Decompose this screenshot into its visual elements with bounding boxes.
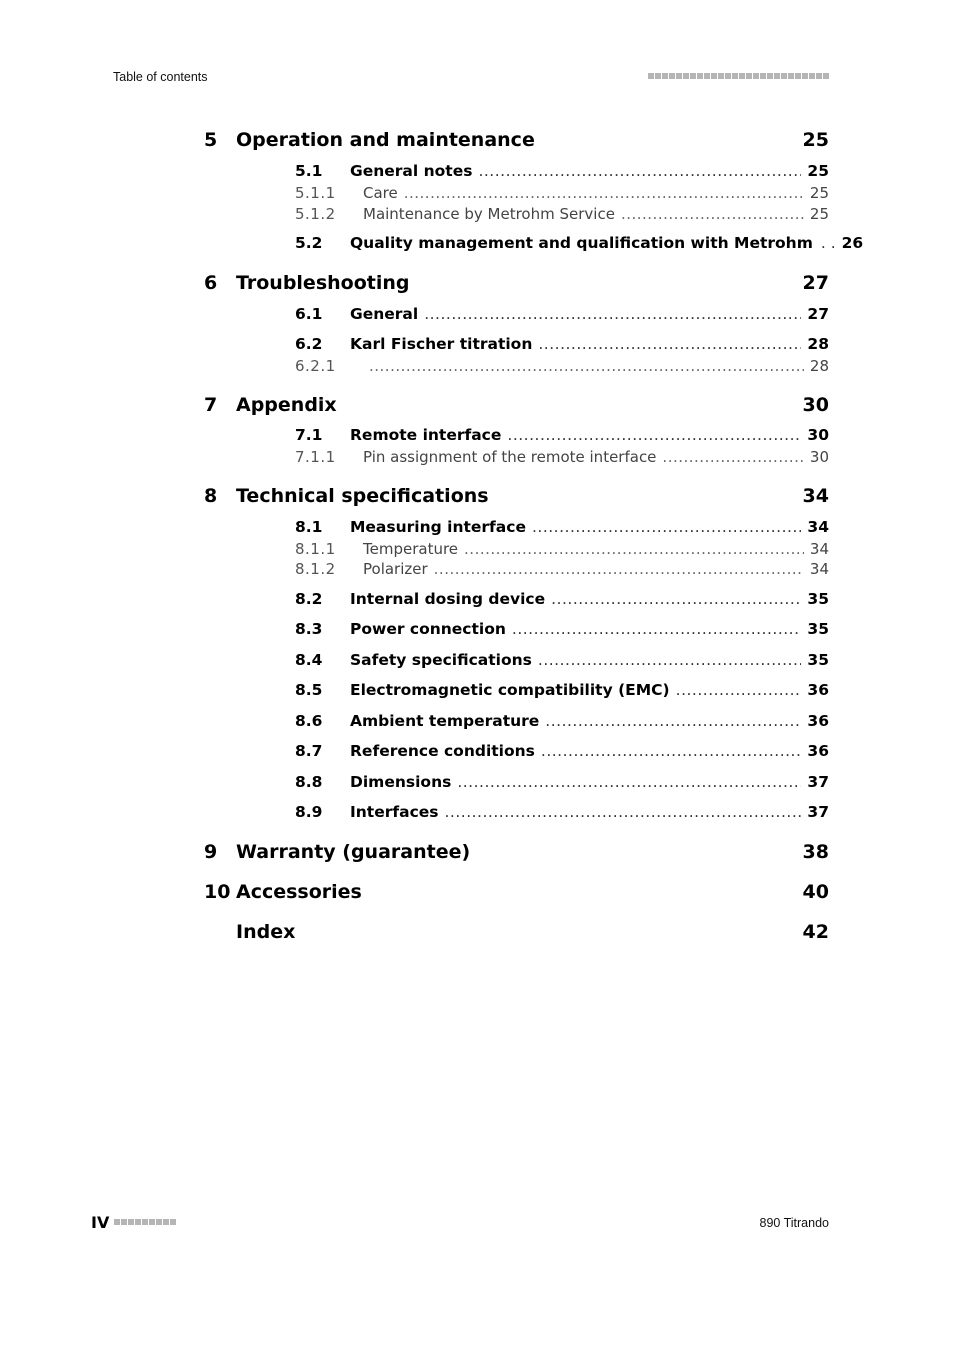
decoration-square (788, 73, 794, 79)
leader-dots (541, 742, 802, 760)
decoration-square (121, 1219, 127, 1225)
decoration-square (711, 73, 717, 79)
section-page: 27 (807, 305, 829, 323)
decoration-square (739, 73, 745, 79)
section-page: 36 (807, 712, 829, 730)
decoration-square (767, 73, 773, 79)
section-page: 35 (807, 590, 829, 608)
leader-dots (445, 803, 802, 821)
chapter-title: Index (236, 921, 296, 943)
decoration-square (163, 1219, 169, 1225)
chapter-page: 25 (802, 129, 829, 151)
chapter-title: Technical specifications (236, 485, 489, 507)
section-page: 35 (807, 651, 829, 669)
chapter-title: Accessories (236, 881, 362, 903)
chapter-number: 10 (204, 881, 231, 903)
subsection-page: 34 (809, 540, 829, 558)
chapter-page: 40 (802, 881, 829, 903)
section-title: Karl Fischer titration (350, 335, 533, 353)
section-page: 34 (807, 518, 829, 536)
decoration-square (156, 1219, 162, 1225)
decoration-square (704, 73, 710, 79)
leader-dots (457, 773, 801, 791)
section-number: 5.2 (295, 234, 323, 252)
decoration-square (697, 73, 703, 79)
decoration-square (128, 1219, 134, 1225)
subsection-number: 8.1.2 (295, 560, 336, 578)
section-number: 6.2 (295, 335, 323, 353)
decoration-square (725, 73, 731, 79)
decoration-square (774, 73, 780, 79)
section-page: 30 (807, 426, 829, 444)
decoration-square (809, 73, 815, 79)
leader-dots (512, 620, 802, 638)
section-page: 36 (807, 681, 829, 699)
chapter-number: 9 (204, 841, 218, 863)
subsection-title: Pin assignment of the remote interface (363, 448, 657, 466)
section-title: General (350, 305, 419, 323)
header-decoration (648, 73, 829, 79)
leader-dots (532, 518, 801, 536)
footer-decoration (114, 1219, 176, 1225)
decoration-square (114, 1219, 120, 1225)
product-name: 890 Titrando (759, 1216, 829, 1230)
leader-dots (621, 205, 804, 223)
leader-dots (424, 305, 801, 323)
subsection-page: 34 (809, 560, 829, 578)
section-page: 25 (807, 162, 829, 180)
decoration-square (655, 73, 661, 79)
subsection-title: Temperature (363, 540, 459, 558)
chapter-page: 30 (802, 394, 829, 416)
section-title: Safety specifications (350, 651, 532, 669)
subsection-number: 6.2.1 (295, 357, 336, 375)
chapter-page: 34 (802, 485, 829, 507)
section-title: Quality management and qualification with Metrohm (350, 234, 813, 252)
section-title: Ambient temperature (350, 712, 540, 730)
decoration-square (683, 73, 689, 79)
decoration-square (816, 73, 822, 79)
section-title: Remote interface (350, 426, 502, 444)
leader-dots (676, 681, 802, 699)
section-title: Measuring interface (350, 518, 526, 536)
section-page: 37 (807, 773, 829, 791)
leader-dots (662, 448, 803, 466)
decoration-square (690, 73, 696, 79)
decoration-square (149, 1219, 155, 1225)
chapter-title: Operation and maintenance (236, 129, 535, 151)
chapter-title: Warranty (guarantee) (236, 841, 471, 863)
section-title: Power connection (350, 620, 506, 638)
chapter-page: 27 (802, 272, 829, 294)
section-number: 7.1 (295, 426, 323, 444)
decoration-square (648, 73, 654, 79)
section-number: 8.4 (295, 651, 323, 669)
subsection-page: 30 (809, 448, 829, 466)
section-number: 8.5 (295, 681, 323, 699)
chapter-title: Troubleshooting (236, 272, 410, 294)
running-header: Table of contents (113, 70, 208, 84)
subsection-page: 25 (809, 205, 829, 223)
subsection-number: 5.1.1 (295, 184, 336, 202)
subsection-number: 7.1.1 (295, 448, 336, 466)
decoration-square (718, 73, 724, 79)
chapter-number: 7 (204, 394, 218, 416)
section-number: 8.7 (295, 742, 323, 760)
decoration-square (823, 73, 829, 79)
decoration-square (662, 73, 668, 79)
leader-dots (369, 357, 804, 375)
leader-dots (478, 162, 801, 180)
decoration-square (802, 73, 808, 79)
decoration-square (732, 73, 738, 79)
section-title: Electromagnetic compatibility (EMC) (350, 681, 670, 699)
decoration-square (760, 73, 766, 79)
section-number: 8.8 (295, 773, 323, 791)
section-number: 8.6 (295, 712, 323, 730)
chapter-number: 6 (204, 272, 218, 294)
leader-dots (404, 184, 804, 202)
section-number: 8.2 (295, 590, 323, 608)
section-number: 8.3 (295, 620, 323, 638)
section-title: Reference conditions (350, 742, 535, 760)
chapter-title: Appendix (236, 394, 337, 416)
section-page: 37 (807, 803, 829, 821)
decoration-square (676, 73, 682, 79)
section-number: 8.1 (295, 518, 323, 536)
section-page: 36 (807, 742, 829, 760)
section-number: 8.9 (295, 803, 323, 821)
section-title: Internal dosing device (350, 590, 546, 608)
subsection-title: Polarizer (363, 560, 428, 578)
chapter-page: 38 (802, 841, 829, 863)
leader-dots (545, 712, 801, 730)
decoration-square (746, 73, 752, 79)
leader-dots (551, 590, 801, 608)
section-number: 5.1 (295, 162, 323, 180)
decoration-square (753, 73, 759, 79)
subsection-page: 28 (809, 357, 829, 375)
section-title: Dimensions (350, 773, 452, 791)
chapter-number: 8 (204, 485, 218, 507)
chapter-number: 5 (204, 129, 218, 151)
leader-dots (434, 560, 804, 578)
page-number: IV (91, 1213, 110, 1232)
leader-dots (821, 234, 836, 252)
decoration-square (170, 1219, 176, 1225)
subsection-title: Maintenance by Metrohm Service (363, 205, 615, 223)
section-page: 28 (807, 335, 829, 353)
section-number: 6.1 (295, 305, 323, 323)
subsection-page: 25 (809, 184, 829, 202)
subsection-title: Care (363, 184, 398, 202)
decoration-square (795, 73, 801, 79)
decoration-square (142, 1219, 148, 1225)
section-page: 26 (841, 234, 864, 252)
chapter-page: 42 (802, 921, 829, 943)
decoration-square (669, 73, 675, 79)
leader-dots (464, 540, 804, 558)
subsection-number: 5.1.2 (295, 205, 336, 223)
leader-dots (507, 426, 801, 444)
section-title: Interfaces (350, 803, 439, 821)
section-title: General notes (350, 162, 473, 180)
leader-dots (538, 335, 801, 353)
decoration-square (781, 73, 787, 79)
subsection-number: 8.1.1 (295, 540, 336, 558)
decoration-square (135, 1219, 141, 1225)
leader-dots (538, 651, 802, 669)
section-page: 35 (807, 620, 829, 638)
